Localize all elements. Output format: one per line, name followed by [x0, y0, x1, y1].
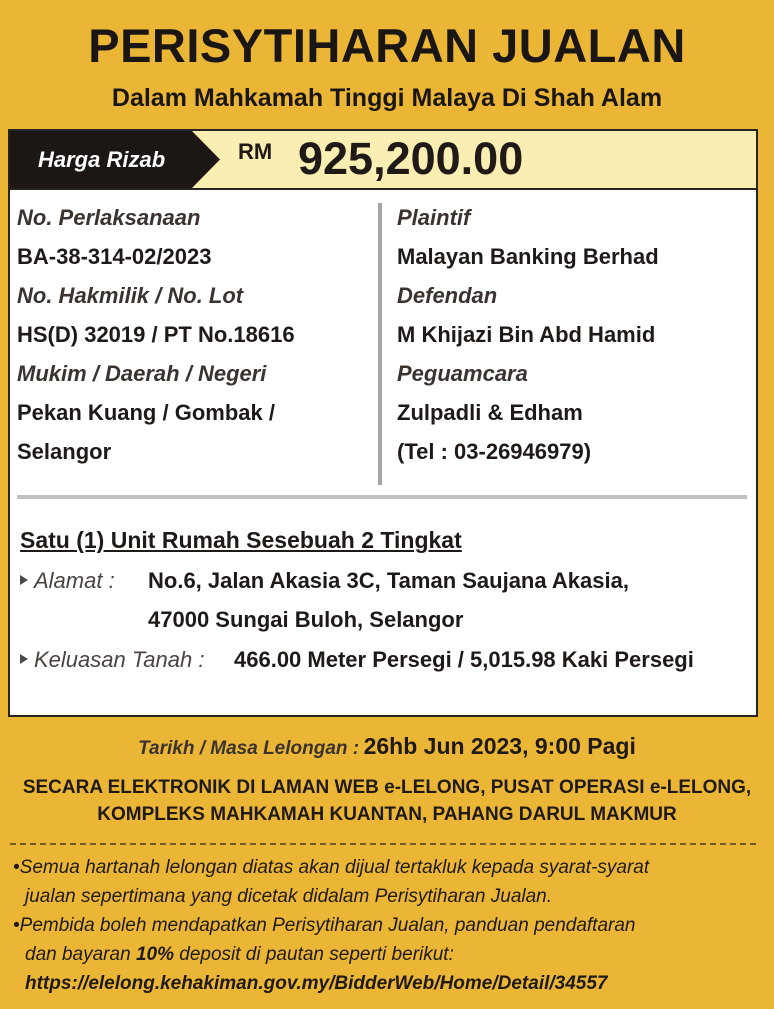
title-lot-value: HS(D) 32019 / PT No.18616: [17, 322, 295, 347]
location-value-line-1: Pekan Kuang / Gombak /: [17, 400, 275, 425]
plaintiff-label: Plaintif: [397, 205, 471, 230]
note-conditions: [13, 853, 763, 911]
deposit-percentage: 10%: [135, 944, 174, 965]
note-bidders: [13, 911, 763, 969]
note-bidders-prefix: dan bayaran: [25, 944, 131, 965]
defendant-value: M Khijazi Bin Abd Hamid: [397, 322, 656, 347]
address-label: Alamat :: [34, 568, 115, 593]
reserve-price-currency: RM: [238, 139, 273, 164]
address-row: [20, 568, 115, 594]
address-line-1: No.6, Jalan Akasia 3C, Taman Saujana Akasia,: [148, 568, 629, 593]
note-conditions-line-1: Semua hartanah lelongan diatas akan dijual tertakluk kepada syarat-syarat: [19, 857, 650, 878]
note-bullet-icon: •: [13, 915, 20, 936]
execution-number-label: No. Perlaksanaan: [17, 205, 201, 230]
details-panel: [8, 129, 758, 717]
lawyer-value: Zulpadli & Edham: [397, 400, 583, 425]
parties-column: [397, 201, 752, 474]
column-divider: [378, 203, 382, 485]
notes-section: [13, 853, 763, 998]
elelong-link[interactable]: https://elelong.kehakiman.gov.my/BidderWeb/Home/Detail/34557: [25, 973, 608, 994]
case-info-column: [17, 201, 379, 474]
section-divider: [17, 495, 747, 499]
location-label: Mukim / Daerah / Negeri: [17, 361, 267, 386]
property-unit-title: Satu (1) Unit Rumah Sesebuah 2 Tingkat: [20, 527, 462, 553]
auction-venue: [0, 774, 774, 828]
auction-date-row: [0, 733, 774, 760]
location-value-line-2: Selangor: [17, 439, 112, 464]
plaintiff-value: Malayan Banking Berhad: [397, 244, 659, 269]
auction-date-value: 26hb Jun 2023, 9:00 Pagi: [363, 733, 636, 759]
note-bullet-icon: •: [13, 857, 20, 878]
reserve-price-bar: [10, 131, 756, 190]
reserve-price-label: Harga Rizab: [38, 147, 166, 172]
note-bidders-line-1: Pembida boleh mendapatkan Perisytiharan Jualan, panduan pendaftaran: [19, 915, 636, 936]
land-area-row: [20, 647, 204, 673]
land-area-label: Keluasan Tanah :: [34, 647, 205, 672]
triangle-bullet-icon: [20, 654, 28, 664]
page-title: PERISYTIHARAN JUALAN: [88, 19, 686, 72]
auction-date-label: Tarikh / Masa Lelongan :: [138, 738, 360, 759]
dashed-separator: [10, 843, 756, 845]
triangle-bullet-icon: [20, 575, 28, 585]
land-area-value: 466.00 Meter Persegi / 5,015.98 Kaki Persegi: [234, 647, 694, 672]
note-bidders-suffix: deposit di pautan seperti berikut:: [179, 944, 454, 965]
execution-number-value: BA-38-314-02/2023: [17, 244, 212, 269]
defendant-label: Defendan: [397, 283, 498, 308]
auction-venue-line-2: KOMPLEKS MAHKAMAH KUANTAN, PAHANG DARUL MAKMUR: [97, 804, 677, 825]
lawyer-telephone: (Tel : 03-26946979): [397, 439, 592, 464]
auction-venue-line-1: SECARA ELEKTRONIK DI LAMAN WEB e-LELONG, PUSAT OPERASI e-LELONG,: [22, 777, 752, 798]
address-line-2: 47000 Sungai Buloh, Selangor: [148, 607, 464, 632]
lawyer-label: Peguamcara: [397, 361, 528, 386]
reserve-price-value: 925,200.00: [298, 133, 524, 184]
page-subtitle: Dalam Mahkamah Tinggi Malaya Di Shah Alam: [111, 84, 663, 112]
title-lot-label: No. Hakmilik / No. Lot: [17, 283, 244, 308]
note-conditions-line-2: jualan sepertimana yang dicetak didalam Perisytiharan Jualan.: [25, 886, 553, 907]
